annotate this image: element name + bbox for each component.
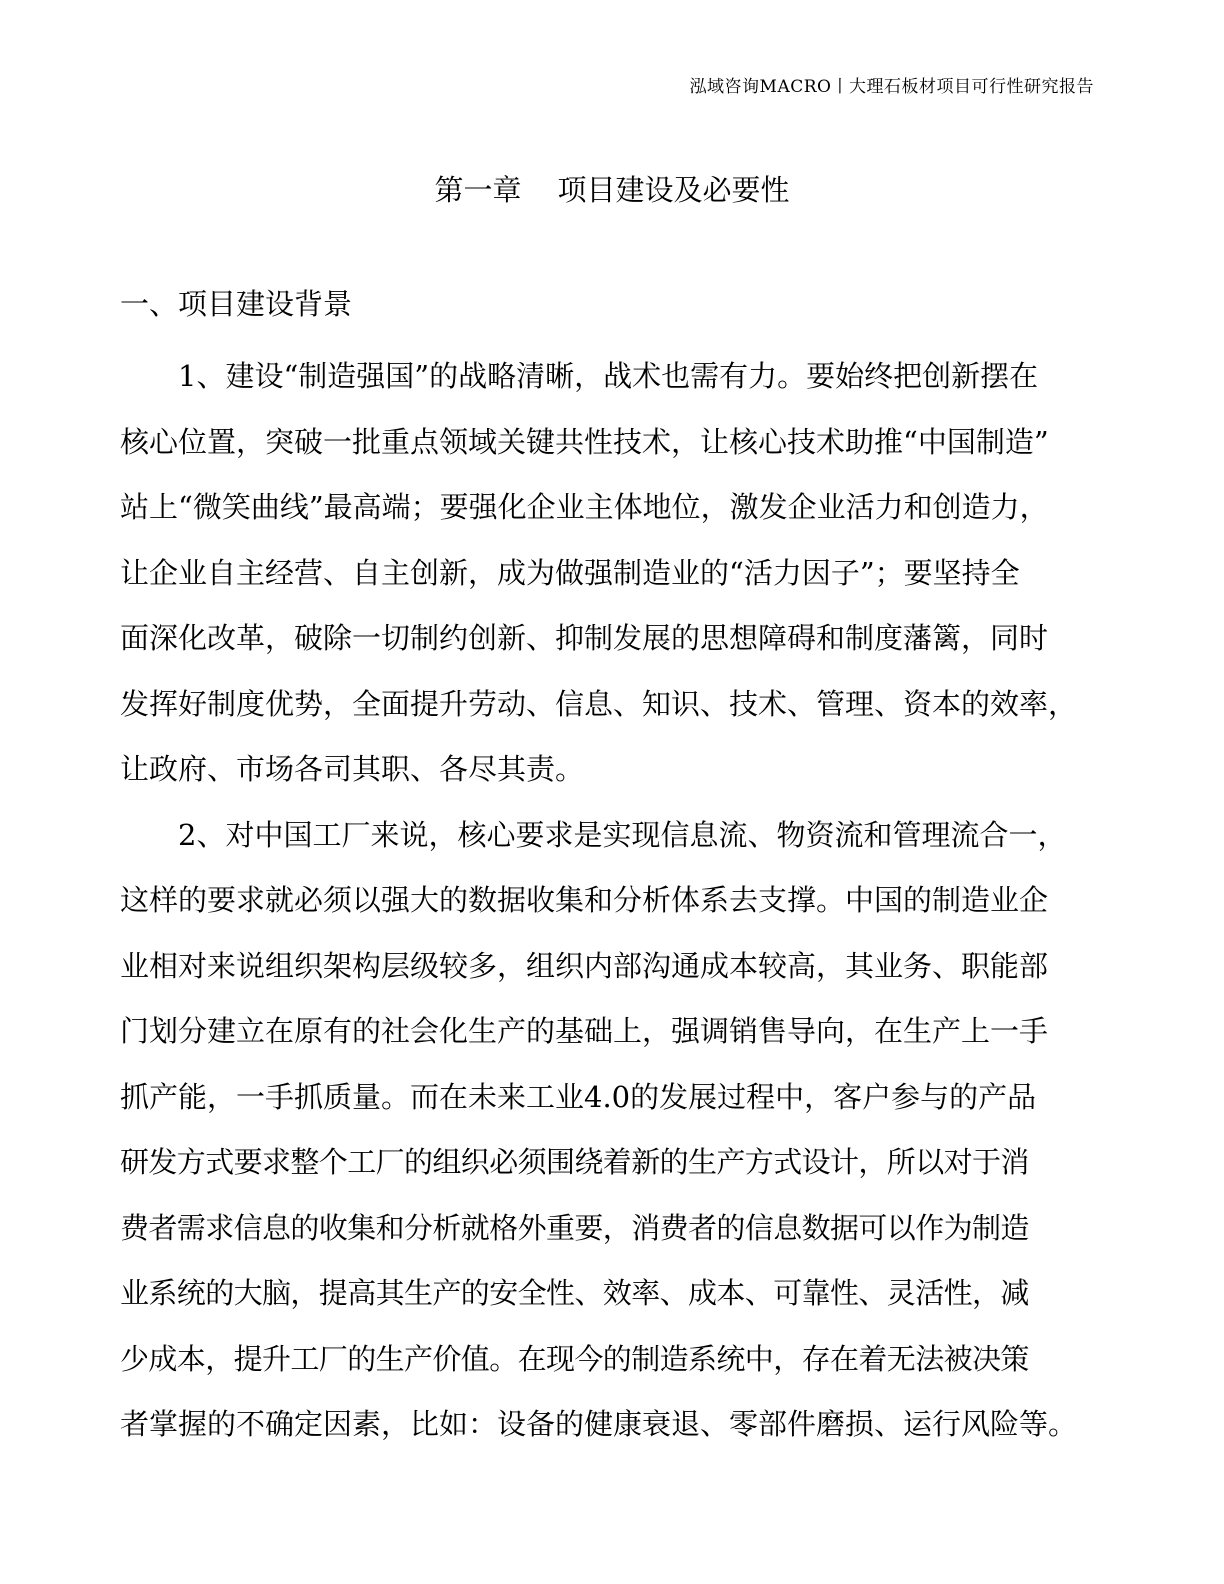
paragraph-line: 让政府、市场各司其职、各尽其责。 (120, 752, 585, 786)
chapter-name: 项目建设及必要性 (557, 173, 790, 207)
paragraph-line: 2、对中国工厂来说，核心要求是实现信息流、物资流和管理流合一， (178, 817, 1067, 852)
paragraph-line: 核心位置，突破一批重点领域关键共性技术，让核心技术助推“中国制造” (120, 424, 1049, 459)
paragraph-line: 费者需求信息的收集和分析就格外重要，消费者的信息数据可以作为制造 (120, 1210, 1029, 1245)
running-header: 泓域咨询MACRO丨大理石板材项目可行性研究报告 (689, 77, 1094, 97)
paragraph-line: 站上“微笑曲线”最高端；要强化企业主体地位，激发企业活力和创造力， (120, 490, 1049, 524)
paragraph-line: 少成本，提升工厂的生产价值。在现今的制造系统中，存在着无法被决策 (120, 1341, 1029, 1376)
section-heading: 一、项目建设背景 (120, 287, 353, 321)
chapter-number: 第一章 (434, 173, 522, 207)
paragraph-line: 门划分建立在原有的社会化生产的基础上，强调销售导向，在生产上一手 (120, 1014, 1049, 1048)
paragraph-line: 发挥好制度优势，全面提升劳动、信息、知识、技术、管理、资本的效率， (120, 686, 1078, 721)
paragraph-line: 业系统的大脑，提高其生产的安全性、效率、成本、可靠性、灵活性，减 (120, 1276, 1029, 1310)
paragraph-line: 1、建设“制造强国”的战略清晰，战术也需有力。要始终把创新摆在 (178, 359, 1039, 393)
paragraph-line: 者掌握的不确定因素，比如：设备的健康衰退、零部件磨损、运行风险等。 (120, 1407, 1078, 1441)
paragraph-line: 研发方式要求整个工厂的组织必须围绕着新的生产方式设计，所以对于消 (120, 1145, 1029, 1179)
chapter-title (0, 168, 1224, 209)
paragraph-line: 抓产能，一手抓质量。而在未来工业4.0的发展过程中，客户参与的产品 (120, 1079, 1037, 1114)
body-text (120, 344, 1100, 1458)
paragraph-line: 让企业自主经营、自主创新，成为做强制造业的“活力因子”；要坚持全 (120, 555, 1020, 590)
paragraph-line: 面深化改革，破除一切制约创新、抑制发展的思想障碍和制度藩篱，同时 (120, 621, 1049, 655)
paragraph-line: 业相对来说组织架构层级较多，组织内部沟通成本较高，其业务、职能部 (120, 948, 1049, 983)
paragraph-line: 这样的要求就必须以强大的数据收集和分析体系去支撑。中国的制造业企 (120, 883, 1049, 917)
